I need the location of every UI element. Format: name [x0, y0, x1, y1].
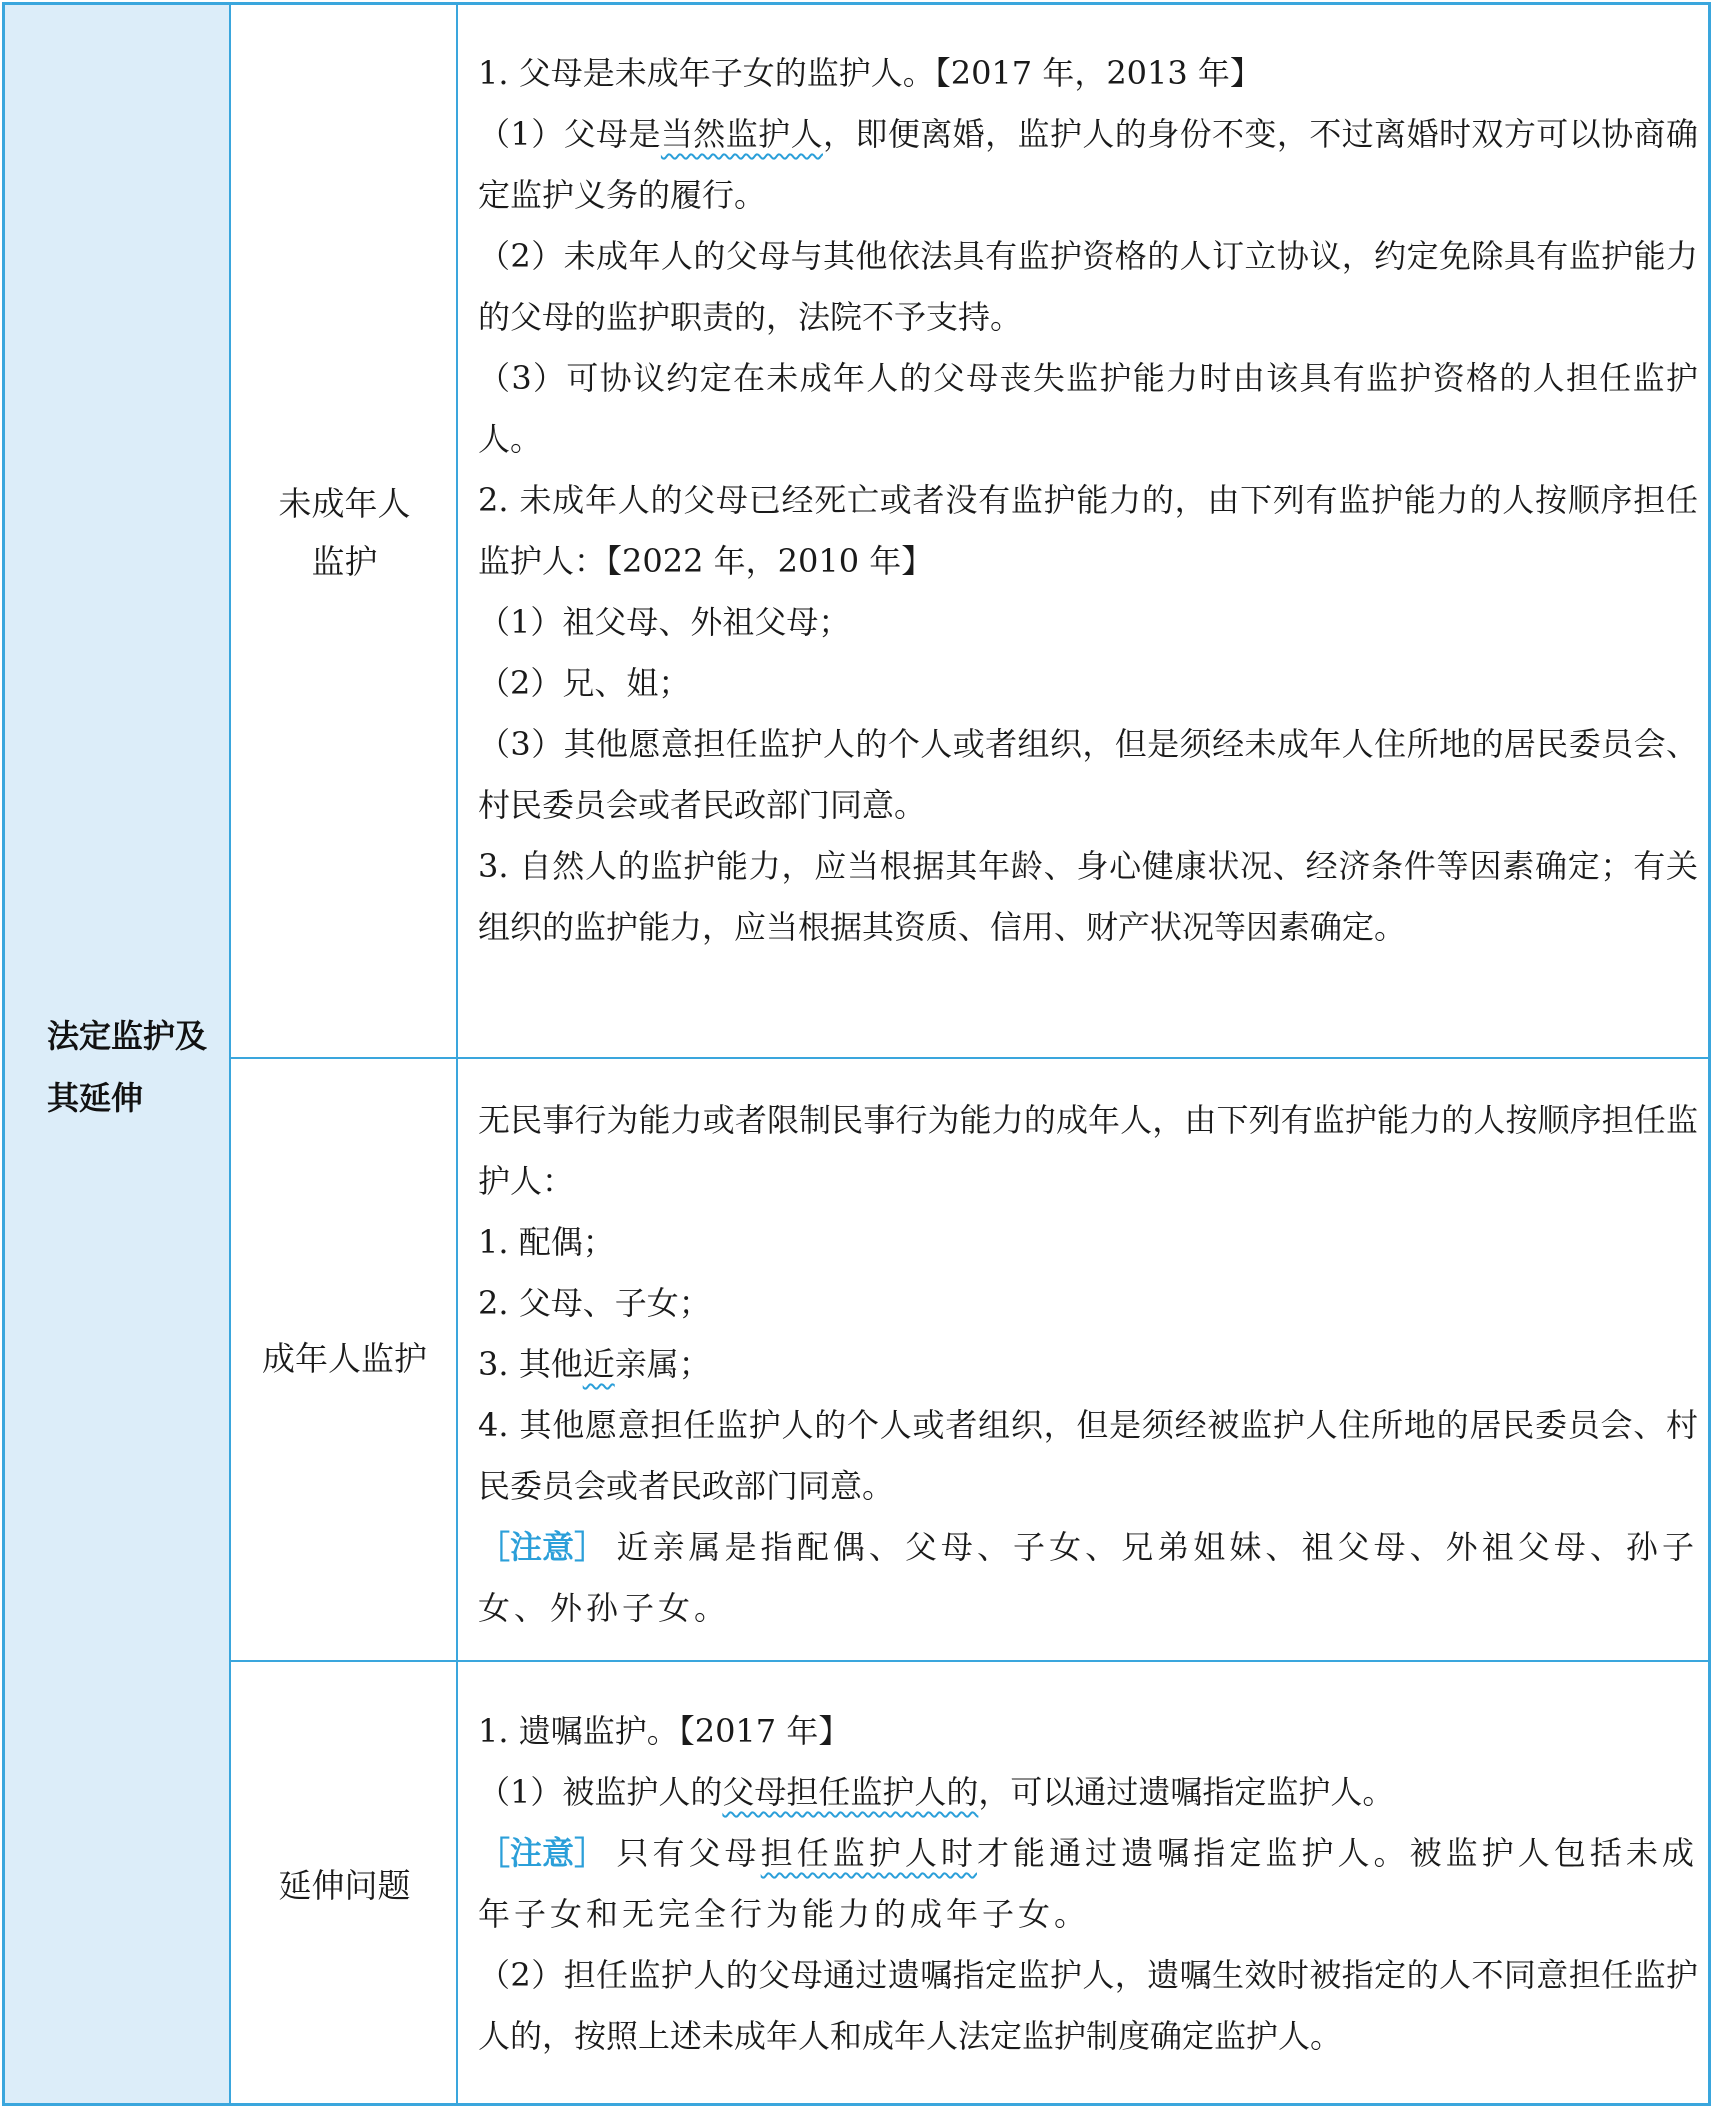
- emphasis-text: 担任监护人时: [760, 1834, 977, 1872]
- content-line: 1. 配偶；: [478, 1223, 615, 1261]
- category-title: 法定监护及其延伸: [47, 1017, 208, 1117]
- section-label-adult-guardianship: [231, 1330, 458, 1388]
- emphasis-text: 父母担任监护人的: [722, 1773, 979, 1811]
- label-column: [231, 5, 458, 2103]
- note-line: ［注意］ 只有父母担任监护人时才能通过遗嘱指定监护人。被监护人包括未成年子女和无完全行为能力的成年子女。: [478, 1834, 1698, 1933]
- content-line: 2. 父母、子女；: [478, 1284, 711, 1322]
- content-line: （3）可协议约定在未成年人的父母丧失监护能力时由该具有监护资格的人担任监护人。: [478, 359, 1698, 458]
- content-line: 3. 自然人的监护能力，应当根据其年龄、身心健康状况、经济条件等因素确定；有关组织的监护能力，应当根据其资质、信用、财产状况等因素确定。: [478, 847, 1698, 946]
- content-line: （1）祖父母、外祖父母；: [478, 603, 851, 641]
- section-label-extension: [231, 1857, 458, 1915]
- note-line: ［注意］ 近亲属是指配偶、父母、子女、兄弟姐妹、祖父母、外祖父母、孙子女、外孙子女。: [478, 1528, 1698, 1627]
- content-line: （1）被监护人的父母担任监护人的，可以通过遗嘱指定监护人。: [478, 1773, 1395, 1811]
- content-line: 1. 遗嘱监护。【2017 年】: [478, 1712, 851, 1750]
- content-line: 无民事行为能力或者限制民事行为能力的成年人，由下列有监护能力的人按顺序担任监护人：: [478, 1101, 1698, 1200]
- note-label: ［注意］: [478, 1834, 607, 1872]
- section-label-text: 未成年人监护: [278, 484, 411, 581]
- row-divider: [231, 1057, 1708, 1059]
- content-line: 1. 父母是未成年子女的监护人。【2017 年，2013 年】: [478, 54, 1262, 92]
- content-line: （2）担任监护人的父母通过遗嘱指定监护人，遗嘱生效时被指定的人不同意担任监护人的，按照上述未成年人和成年人法定监护制度确定监护人。: [478, 1956, 1698, 2055]
- section-label-text: 成年人监护: [262, 1339, 427, 1378]
- emphasis-text: 当然监护人: [660, 115, 823, 153]
- content-line: 2. 未成年人的父母已经死亡或者没有监护能力的，由下列有监护能力的人按顺序担任监护人：【2022 年，2010 年】: [478, 481, 1698, 580]
- note-label: ［注意］: [478, 1528, 607, 1566]
- content-line: （1）父母是当然监护人，即便离婚，监护人的身份不变，不过离婚时双方可以协商确定监护义务的履行。: [478, 115, 1698, 214]
- content-line: （2）兄、姐；: [478, 664, 691, 702]
- content-line: 3. 其他近亲属；: [478, 1345, 711, 1383]
- section-label-minor-guardianship: [231, 475, 458, 591]
- emphasis-text: 近: [582, 1345, 615, 1383]
- section-label-text: 延伸问题: [278, 1866, 411, 1905]
- content-line: 4. 其他愿意担任监护人的个人或者组织，但是须经被监护人住所地的居民委员会、村民委员会或者民政部门同意。: [478, 1406, 1698, 1505]
- section-content-minor-guardianship: [478, 43, 1698, 958]
- content-line: （3）其他愿意担任监护人的个人或者组织，但是须经未成年人住所地的居民委员会、村民委员会或者民政部门同意。: [478, 725, 1698, 824]
- content-line: （2）未成年人的父母与其他依法具有监护资格的人订立协议，约定免除具有监护能力的父母的监护职责的，法院不予支持。: [478, 237, 1698, 336]
- section-content-extension: [478, 1701, 1698, 2067]
- section-content-adult-guardianship: [478, 1090, 1698, 1639]
- table-frame: [2, 2, 1711, 2106]
- row-divider: [231, 1660, 1708, 1662]
- category-column: [5, 5, 231, 2103]
